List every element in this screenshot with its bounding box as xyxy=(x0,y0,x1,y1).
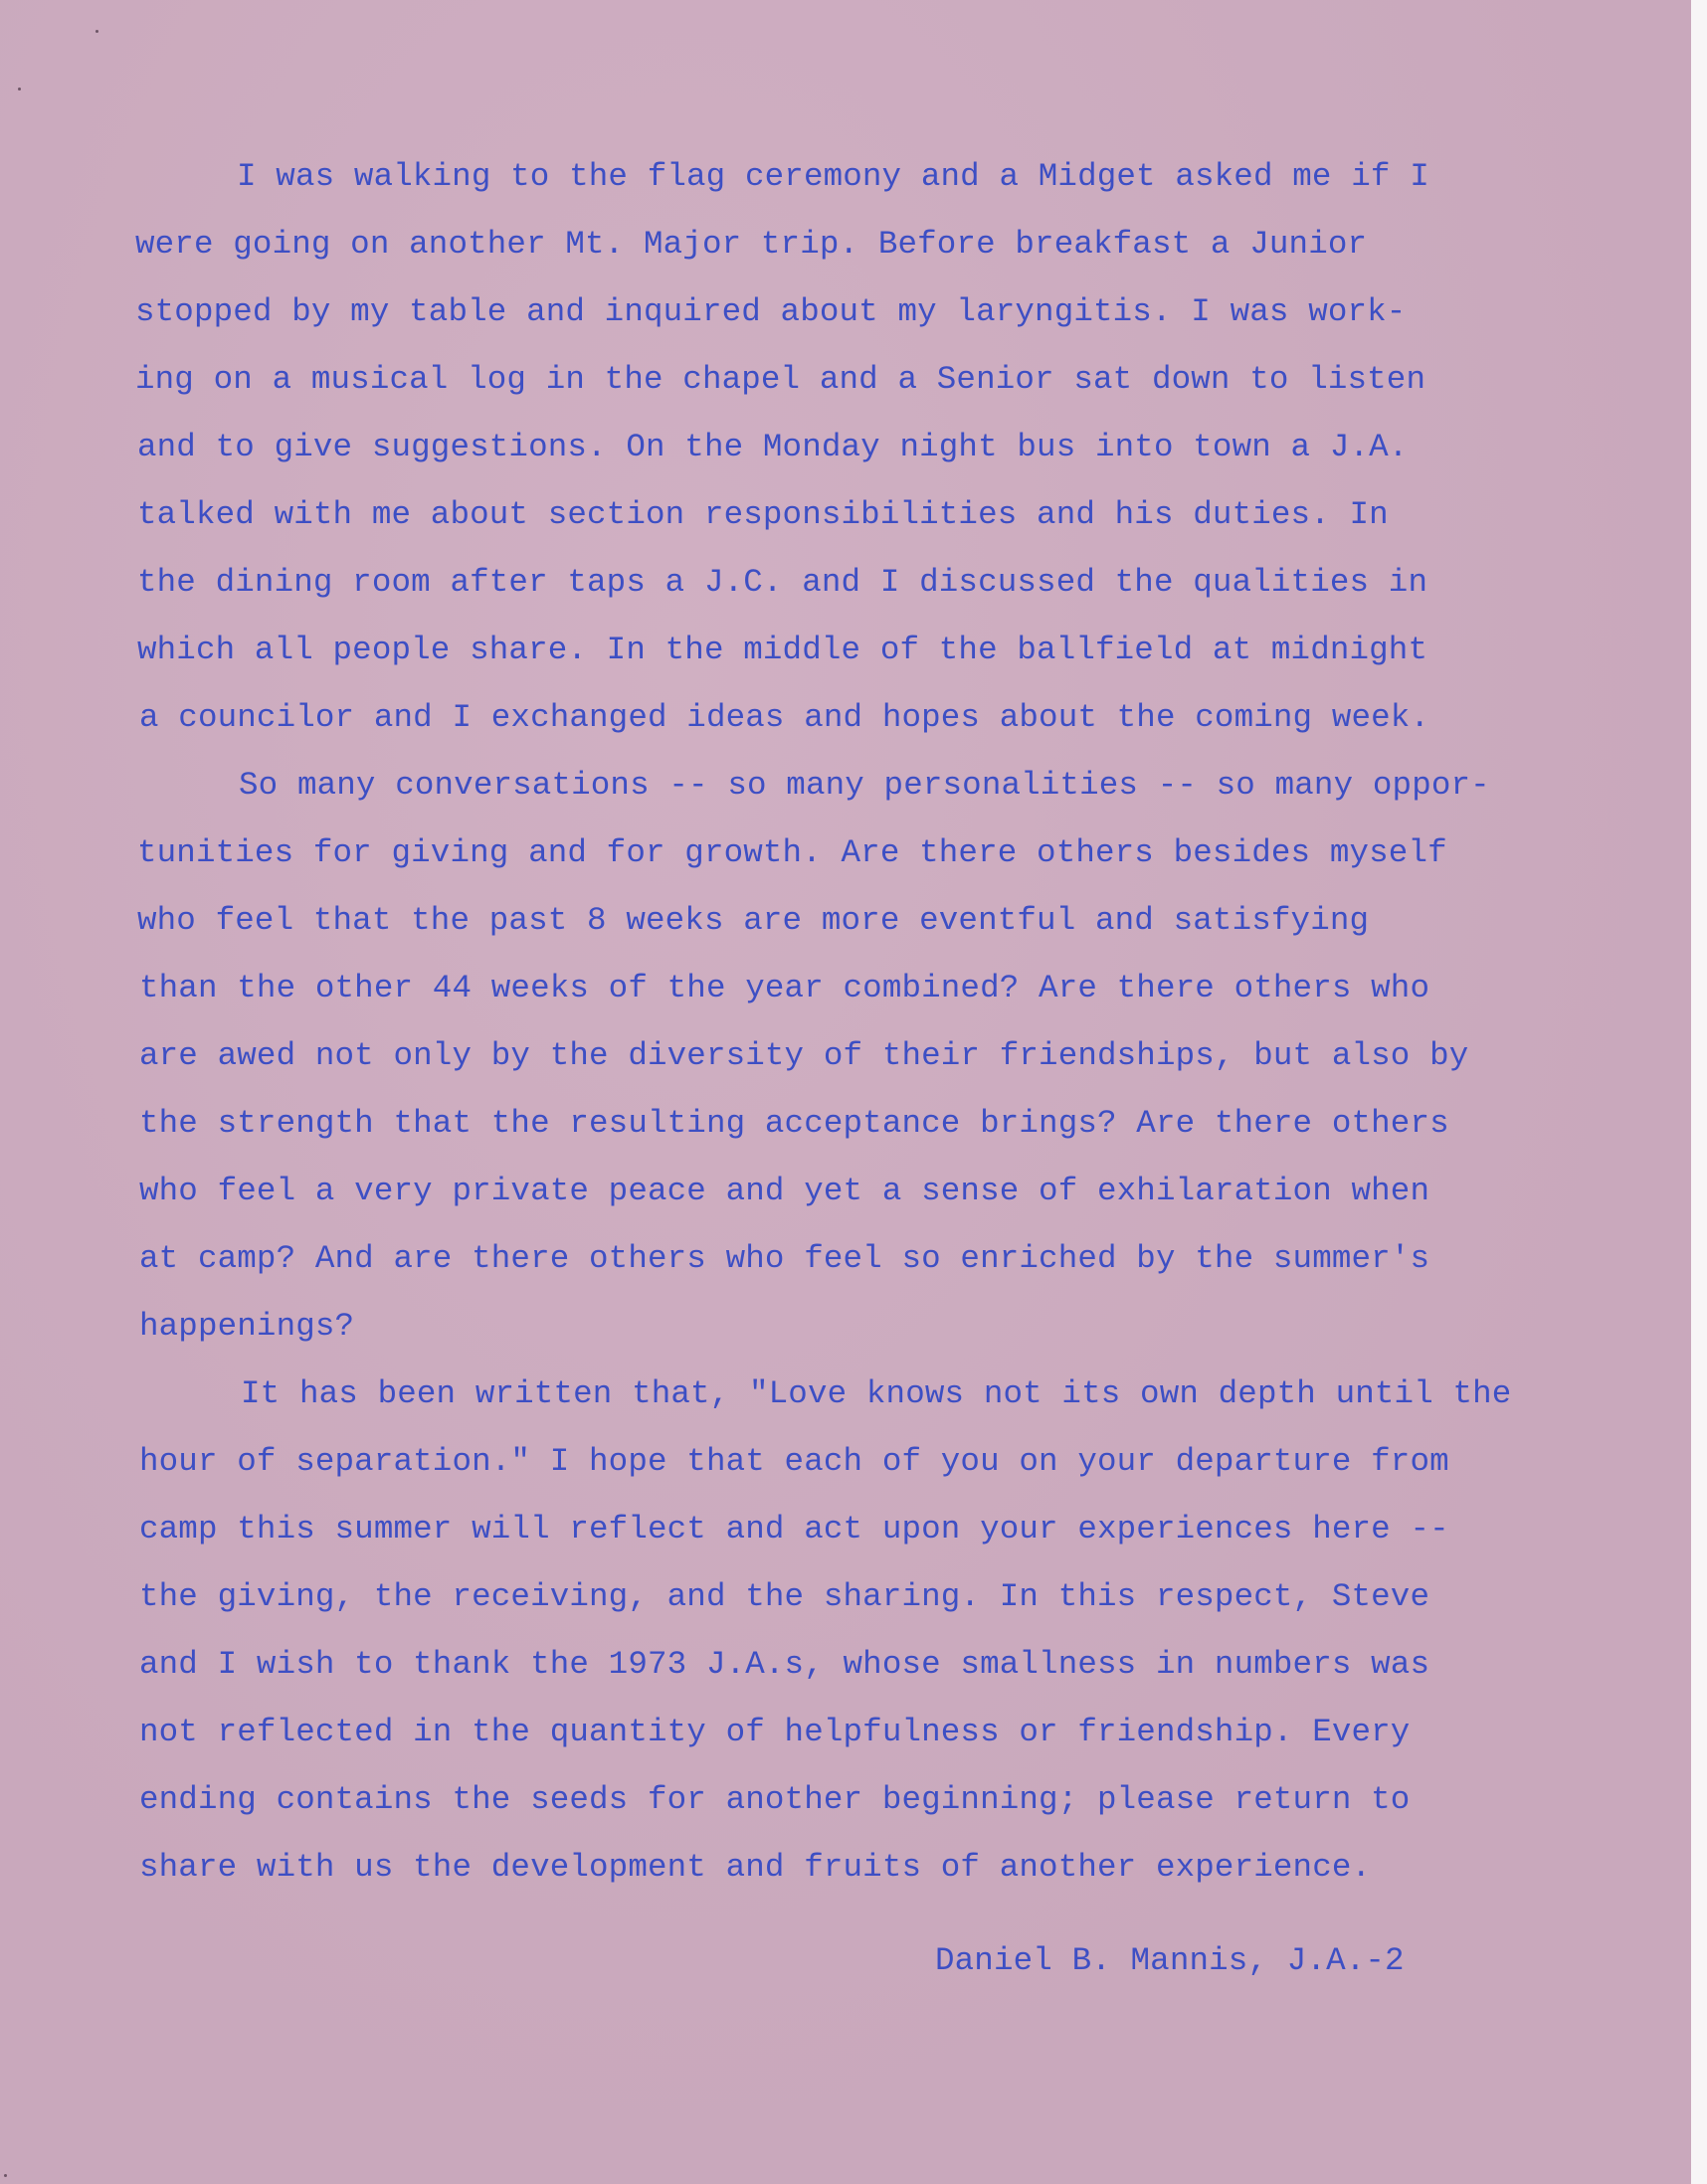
paragraph-3-line-1: It has been written that, "Love knows not its own depth until the xyxy=(241,1375,1512,1412)
paragraph-2-line-8: at camp? And are there others who feel so enriched by the summer's xyxy=(139,1240,1430,1277)
paragraph-1-line-7: the dining room after taps a J.C. and I discussed the qualities in xyxy=(137,564,1428,601)
paragraph-2-line-9: happenings? xyxy=(139,1308,355,1345)
paragraph-1-line-9: a councilor and I exchanged ideas and hopes about the coming week. xyxy=(139,699,1430,736)
paragraph-1-line-6: talked with me about section responsibilities and his duties. In xyxy=(137,496,1389,533)
paragraph-2-line-2: tunities for giving and for growth. Are there others besides myself xyxy=(137,834,1447,871)
paragraph-3-line-2: hour of separation." I hope that each of you on your departure from xyxy=(139,1443,1449,1480)
paragraph-1-line-1: I was walking to the flag ceremony and a Midget asked me if I xyxy=(237,158,1429,195)
paragraph-2-line-3: who feel that the past 8 weeks are more eventful and satisfying xyxy=(137,902,1370,939)
paragraph-3-line-6: not reflected in the quantity of helpfulness or friendship. Every xyxy=(139,1714,1411,1750)
paragraph-3-line-8: share with us the development and fruits of another experience. xyxy=(139,1849,1372,1886)
paragraph-2-line-1: So many conversations -- so many personalities -- so many oppor- xyxy=(239,767,1490,804)
paragraph-1-line-8: which all people share. In the middle of the ballfield at midnight xyxy=(137,632,1428,668)
paragraph-3-line-4: the giving, the receiving, and the sharing. In this respect, Steve xyxy=(139,1578,1430,1615)
paragraph-1-line-4: ing on a musical log in the chapel and a Senior sat down to listen xyxy=(135,361,1426,398)
paragraph-1-line-5: and to give suggestions. On the Monday night bus into town a J.A. xyxy=(137,429,1409,465)
scan-edge xyxy=(1691,0,1707,2184)
paragraph-1-line-3: stopped by my table and inquired about my laryngitis. I was work- xyxy=(135,293,1407,330)
paragraph-1-line-2: were going on another Mt. Major trip. Before breakfast a Junior xyxy=(135,226,1368,263)
paragraph-2-line-6: the strength that the resulting acceptance brings? Are there others xyxy=(139,1105,1449,1142)
paragraph-3-line-5: and I wish to thank the 1973 J.A.s, whose smallness in numbers was xyxy=(139,1646,1430,1683)
paper-speck xyxy=(4,2174,7,2177)
signature: Daniel B. Mannis, J.A.-2 xyxy=(935,1942,1405,1979)
paper-speck xyxy=(95,30,98,33)
paper-speck xyxy=(18,88,21,91)
paragraph-3-line-7: ending contains the seeds for another beginning; please return to xyxy=(139,1781,1411,1818)
paragraph-2-line-4: than the other 44 weeks of the year combined? Are there others who xyxy=(139,970,1430,1006)
paragraph-2-line-7: who feel a very private peace and yet a sense of exhilaration when xyxy=(139,1173,1430,1209)
paragraph-3-line-3: camp this summer will reflect and act upon your experiences here -- xyxy=(139,1511,1449,1547)
paragraph-2-line-5: are awed not only by the diversity of their friendships, but also by xyxy=(139,1037,1469,1074)
